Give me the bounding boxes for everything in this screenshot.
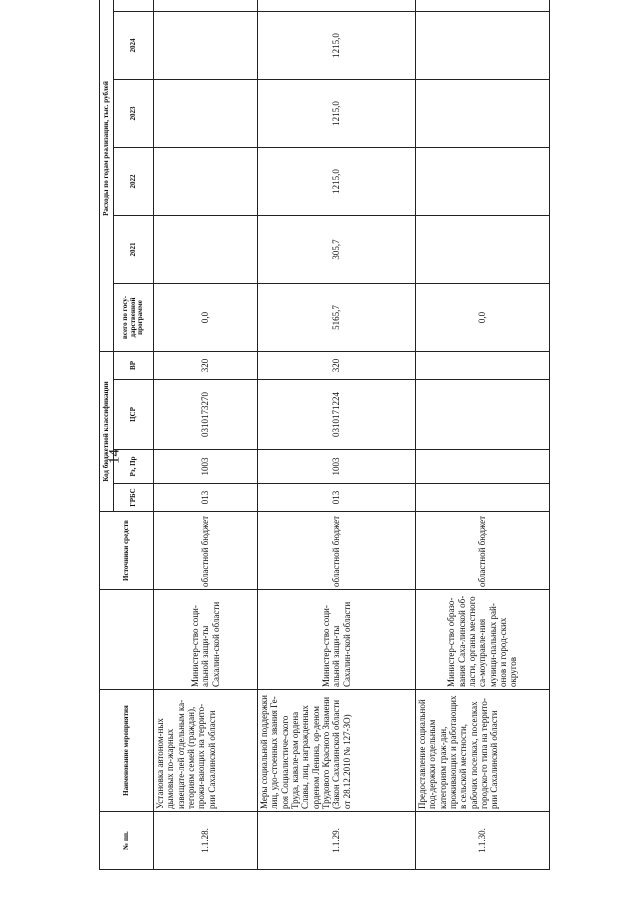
header-2023: 2023: [114, 79, 154, 147]
measure-name: Меры социальной поддержки лиц, удо-стоенных звания Ге-роя Социалистиче-ского Труда, кавале-рам ордена Славы, лиц, награжденных орденом Ленина, ор-деном Трудового Красного Знамени (Закон Сахалинской области от 28.12.2010 № 127-ЗО): [258, 690, 416, 812]
value-2024: [416, 11, 550, 79]
rzpr-code: 1003: [154, 450, 258, 484]
grbs-code: 013: [154, 484, 258, 512]
value-2024: [154, 11, 258, 79]
value-2021: [154, 215, 258, 283]
value-2022: 1215,0: [258, 147, 416, 215]
executor: Министер-ство соци-альной защи-ты Сахалин-ской области: [258, 590, 416, 690]
table-row: [258, 0, 416, 870]
value-2025: [258, 0, 416, 11]
total-value: 5165,7: [258, 283, 416, 351]
measure-name: Установка автоном-ных дымовых по-жарных извещате-лей отдельным ка-тегориям семей (граждан), прожи-вающих на террито-рии Сахалинской области: [154, 690, 258, 812]
executor: Министер-ство соци-альной защи-ты Сахалин-ской области: [154, 590, 258, 690]
executor: Министер-ство образо-вания Саха-линской об-ласти, органы местного са-моуправле-ния муници-пальных рай-онов и город-ских округов: [416, 590, 550, 690]
header-grbs: ГРБС: [114, 484, 154, 512]
header-executor: [100, 590, 154, 690]
row-number: 1.1.29.: [258, 812, 416, 870]
value-2025: [416, 0, 550, 11]
value-2025: [154, 0, 258, 11]
value-2021: [416, 215, 550, 283]
table-row: [154, 0, 258, 870]
total-value: 0,0: [154, 283, 258, 351]
row-number: 1.1.28.: [154, 812, 258, 870]
row-number: 1.1.30.: [416, 812, 550, 870]
header-source: Источники средств: [100, 512, 154, 590]
csr-code: [416, 380, 550, 450]
rzpr-code: [416, 450, 550, 484]
header-2025: [114, 0, 154, 11]
budget-table: [99, 0, 550, 870]
vr-code: [416, 351, 550, 379]
value-2023: 1215,0: [258, 79, 416, 147]
value-2022: [154, 147, 258, 215]
grbs-code: 013: [258, 484, 416, 512]
value-2023: [416, 79, 550, 147]
vr-code: 320: [258, 351, 416, 379]
measure-name: Предоставление социальной под-держки отдельным категориям граж-дан, проживающих и работающих в сельской местности, рабочих поселках, поселках городско-го типа на террито-рии Сахалинской области: [416, 690, 550, 812]
header-2022: 2022: [114, 147, 154, 215]
value-2023: [154, 79, 258, 147]
header-rzpr: Рз, Пр: [114, 450, 154, 484]
header-2021: 2021: [114, 215, 154, 283]
rotated-table-container: [99, 33, 549, 870]
value-2022: [416, 147, 550, 215]
total-value: 0,0: [416, 283, 550, 351]
rzpr-code: 1003: [258, 450, 416, 484]
funding-source: областной бюджет: [416, 512, 550, 590]
header-vr: ВР: [114, 351, 154, 379]
header-code-group: Код бюджетной классификации: [100, 351, 114, 511]
grbs-code: [416, 484, 550, 512]
header-total: всего по госу-дарственной программе: [114, 283, 154, 351]
funding-source: областной бюджет: [154, 512, 258, 590]
header-csr: ЦСР: [114, 380, 154, 450]
funding-source: областной бюджет: [258, 512, 416, 590]
table-row: [416, 0, 550, 870]
vr-code: 320: [154, 351, 258, 379]
header-no: № пп.: [100, 812, 154, 870]
value-2021: 305,7: [258, 215, 416, 283]
csr-code: 0310173270: [154, 380, 258, 450]
value-2024: 1215,0: [258, 11, 416, 79]
csr-code: 0310171224: [258, 380, 416, 450]
header-expenses-group: Расходы по годам реализации, тыс. рублей: [100, 0, 114, 351]
header-2024: 2024: [114, 11, 154, 79]
header-name: Наименование мероприятия: [100, 690, 154, 812]
page-number: 14: [106, 449, 123, 464]
